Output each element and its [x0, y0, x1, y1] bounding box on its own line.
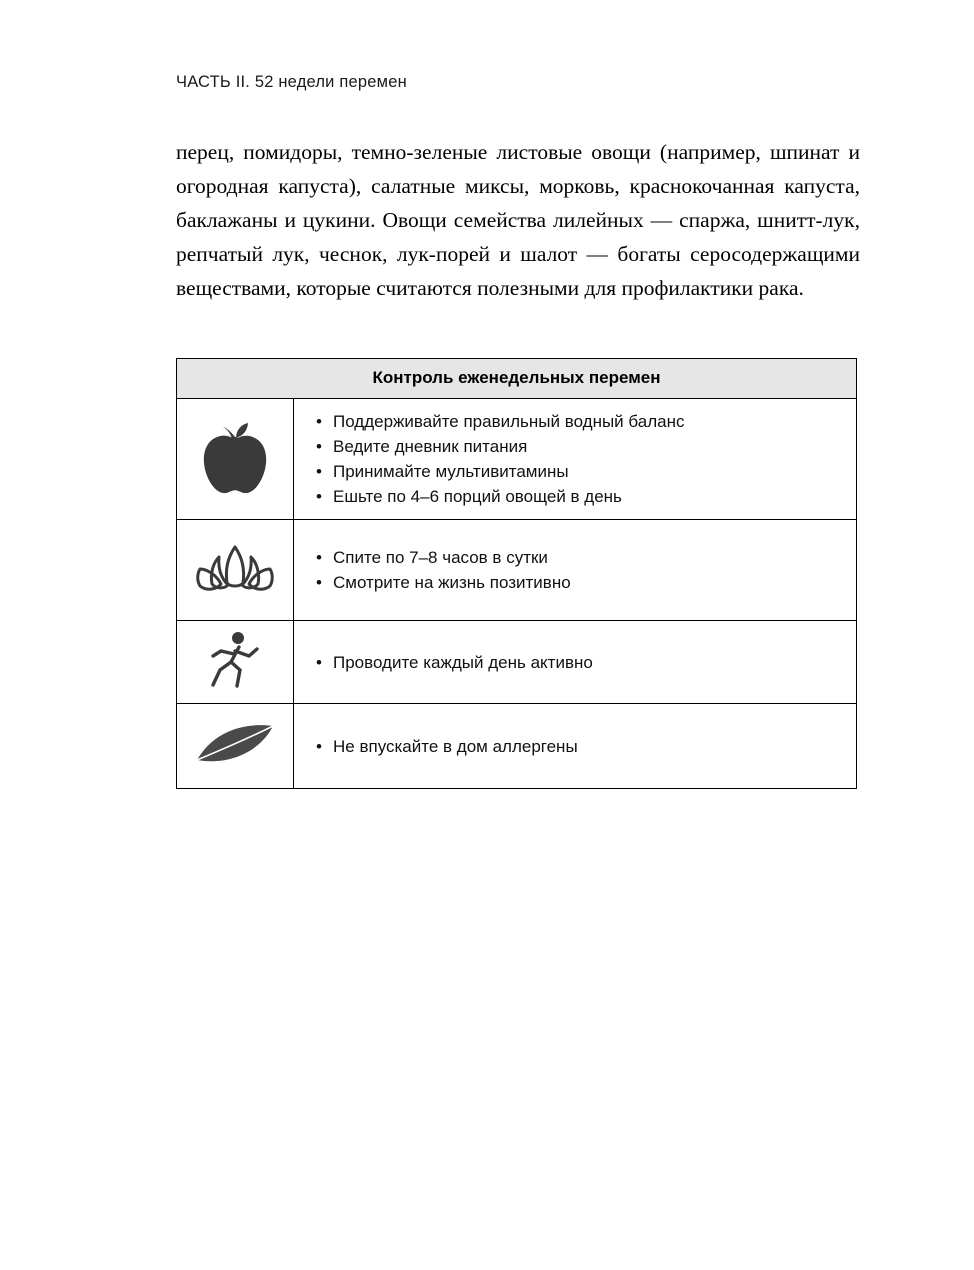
list-item-label: Поддерживайте правильный водный баланс: [333, 412, 685, 431]
list-item: [316, 459, 842, 484]
weekly-checklist-table: [176, 358, 857, 789]
table-row: [177, 520, 856, 621]
leaf-icon: [191, 720, 279, 772]
table-row: [177, 621, 856, 704]
bullet-icon: •: [316, 412, 322, 431]
bullet-icon: •: [316, 736, 322, 756]
list-item-label: Ведите дневник питания: [333, 437, 528, 456]
list-item-label: Проводите каждый день активно: [333, 652, 593, 672]
runner-icon: [207, 629, 263, 695]
list-item-label: Ешьте по 4–6 порций овощей в день: [333, 487, 622, 506]
list-item: [316, 545, 842, 570]
runner-row-text: [294, 621, 856, 703]
table-title: Контроль еженедельных перемен: [177, 359, 856, 399]
lotus-icon-cell: [177, 520, 294, 620]
bullet-icon: •: [316, 462, 322, 481]
bullet-icon: •: [316, 437, 322, 456]
list-item-label: Смотрите на жизнь позитивно: [333, 573, 571, 592]
apple-icon-cell: [177, 399, 294, 519]
list-item-label: Не впускайте в дом аллергены: [333, 736, 578, 756]
list-item-label: Спите по 7–8 часов в сутки: [333, 548, 548, 567]
list-item: [316, 434, 842, 459]
body-paragraph: перец, помидоры, темно-зеленые листовые овощи (например, шпинат и огородная капуста), салатные миксы, морковь, краснокочанная капуста, баклажаны и цукини. Овощи семейства лилейных — спаржа, шнитт-лук, репчатый лук, чеснок, лук-порей и шалот — богаты серосодержащими веществами, которые считаются полезными для профилактики рака.: [176, 140, 860, 300]
runner-icon-cell: [177, 621, 294, 703]
list-item-label: Принимайте мультивитамины: [333, 462, 569, 481]
lotus-icon: [194, 539, 276, 601]
bullet-icon: •: [316, 548, 322, 567]
body-text: [176, 135, 860, 305]
table-row: [177, 399, 856, 520]
apple-row-text: [294, 399, 856, 519]
leaf-row-text: [294, 704, 856, 788]
running-head: ЧАСТЬ II. 52 недели перемен: [176, 73, 407, 91]
leaf-icon-cell: [177, 704, 294, 788]
list-item: [316, 409, 842, 434]
list-item: [316, 734, 842, 759]
table-row: [177, 704, 856, 788]
lotus-row-text: [294, 520, 856, 620]
list-item: [316, 570, 842, 595]
bullet-icon: •: [316, 487, 322, 506]
list-item: [316, 650, 842, 675]
apple-icon: [199, 421, 271, 497]
list-item: [316, 484, 842, 509]
bullet-icon: •: [316, 652, 322, 672]
bullet-icon: •: [316, 573, 322, 592]
